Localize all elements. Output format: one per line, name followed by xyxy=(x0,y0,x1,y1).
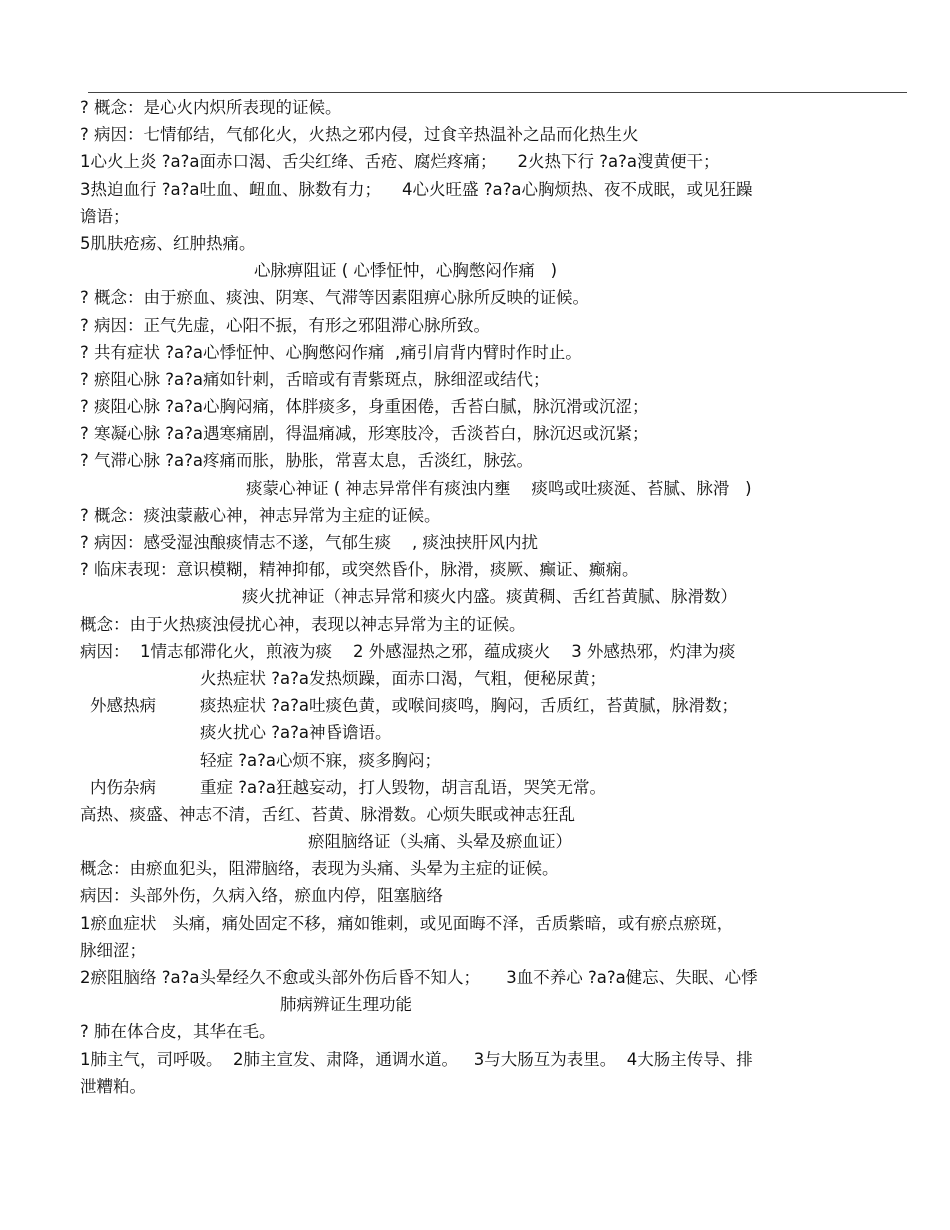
row-text: 痰火扰心 ?a?a神昏谵语。 xyxy=(200,723,392,743)
top-rule xyxy=(88,92,907,93)
row-label xyxy=(80,665,200,692)
lung-functions-1: 1肺主气，司呼吸。 2肺主宣发、肃降，通调水道。 3与大肠互为表里。 4大肠主传导、排 xyxy=(80,1049,753,1069)
symptom-line-3: 谵语； xyxy=(80,206,130,226)
concept-brain-stasis: 概念：由瘀血犯头，阻滞脑络，表现为头痛、头晕为主症的证候。 xyxy=(80,859,559,879)
row-label: 内伤杂病 xyxy=(90,777,156,797)
cause-heart-fire: ? 病因：七情郁结，气郁化火，火热之邪内侵，过食辛热温补之品而化热生火 xyxy=(80,125,639,145)
section-heading-lung: 肺病辨证生理功能 xyxy=(280,995,412,1015)
row-label: 外感热病 xyxy=(90,696,156,716)
summary-phlegm-fire: 高热、痰盛、神志不清，舌红、苔黄、脉滑数。心烦失眠或神志狂乱 xyxy=(80,804,575,824)
row-text: 轻症 ?a?a心烦不寐，痰多胸闷； xyxy=(200,750,441,770)
row-text: 火热症状 ?a?a发热烦躁，面赤口渴，气粗，便秘尿黄； xyxy=(200,668,606,688)
table-row xyxy=(80,774,910,801)
symptom-line-1: 1心火上炎 ?a?a面赤口渴、舌尖红绛、舌疮、腐烂疼痛； 2火热下行 ?a?a溲黄便干； xyxy=(80,152,720,172)
symptom-line-2: 3热迫血行 ?a?a吐血、衄血、脉数有力； 4心火旺盛 ?a?a心胸烦热、夜不成眠，或见狂躁 xyxy=(80,179,753,199)
row-text: 痰热症状 ?a?a吐痰色黄，或喉间痰鸣，胸闷，舌质红，苔黄腻，脉滑数； xyxy=(200,696,738,716)
table-row xyxy=(80,747,910,774)
common-symptoms: ? 共有症状 ?a?a心悸怔忡、心胸憋闷作痛 ,痛引肩背内臂时作时止。 xyxy=(80,342,582,362)
cold-type: ? 寒凝心脉 ?a?a遇寒痛剧，得温痛减，形寒肢冷，舌淡苔白，脉沉迟或沉紧； xyxy=(80,424,649,444)
row-label xyxy=(80,747,200,774)
table-row xyxy=(80,692,910,719)
qi-stagnation-type: ? 气滞心脉 ?a?a疼痛而胀，胁胀，常喜太息，舌淡红，脉弦。 xyxy=(80,451,533,471)
cause-phlegm-mind: ? 病因：感受湿浊酿痰情志不遂，气郁生痰 , 痰浊挟肝风内扰 xyxy=(80,533,538,552)
row-text: 重症 ?a?a狂越妄动，打人毁物，胡言乱语，哭笑无常。 xyxy=(200,777,606,797)
section-heading-phlegm-fire: 痰火扰神证（神志异常和痰火内盛。痰黄稠、舌红苔黄腻、脉滑数） xyxy=(242,587,737,607)
row-label xyxy=(80,719,200,746)
concept-heart-vessel: ? 概念：由于瘀血、痰浊、阴寒、气滞等因素阻痹心脉所反映的证候。 xyxy=(80,288,590,308)
phlegm-type: ? 痰阻心脉 ?a?a心胸闷痛，体胖痰多，身重困倦，舌苔白腻，脉沉滑或沉涩； xyxy=(80,397,649,417)
concept-phlegm-mind: ? 概念：痰浊蒙蔽心神，神志异常为主症的证候。 xyxy=(80,505,441,525)
lung-functions-2: 泄糟粕。 xyxy=(80,1076,146,1096)
concept-phlegm-fire: 概念：由于火热痰浊侵扰心神，表现以神志异常为主的证候。 xyxy=(80,614,526,634)
document-page xyxy=(80,94,910,1100)
lung-skin-hair: ? 肺在体合皮，其华在毛。 xyxy=(80,1022,276,1042)
table-row xyxy=(80,665,910,692)
cause-brain-stasis: 病因：头部外伤，久病入络，瘀血内停，阻塞脑络 xyxy=(80,886,443,906)
blood-stasis-type: ? 瘀阻心脉 ?a?a痛如针刺，舌暗或有青紫斑点，脉细涩或结代； xyxy=(80,369,550,389)
cause-heart-vessel: ? 病因：正气先虚，心阳不振，有形之邪阻滞心脉所致。 xyxy=(80,315,491,335)
cause-phlegm-fire: 病因： 1情志郁滞化火，煎液为痰 2 外感湿热之邪，蕴成痰火 3 外感热邪，灼津为痰 xyxy=(80,641,736,661)
symptom-brain-1: 1瘀血症状 头痛，痛处固定不移，痛如锥刺，或见面晦不泽，舌质紫暗，或有瘀点瘀斑， xyxy=(80,913,734,933)
symptom-brain-2: 脉细涩； xyxy=(80,940,146,960)
section-heading-phlegm-mind: 痰蒙心神证 ( 神志异常伴有痰浊内壅 痰鸣或吐痰涎、苔腻、脉滑 ) xyxy=(246,478,752,498)
section-heading-heart-vessel: 心脉痹阻证 ( 心悸怔忡，心胸憋闷作痛 ) xyxy=(254,261,558,281)
symptom-brain-3: 2瘀阻脑络 ?a?a头晕经久不愈或头部外伤后昏不知人； 3血不养心 ?a?a健忘、失眠、心悸 xyxy=(80,968,758,987)
symptom-line-4: 5肌肤疮疡、红肿热痛。 xyxy=(80,233,256,253)
concept-heart-fire: ? 概念：是心火内炽所表现的证候。 xyxy=(80,98,342,117)
table-row xyxy=(80,719,910,746)
section-heading-brain-stasis: 瘀阻脑络证（头痛、头晕及瘀血证） xyxy=(308,832,572,852)
clinical-phlegm-mind: ? 临床表现：意识模糊，精神抑郁，或突然昏仆，脉滑，痰厥、癫证、癫痫。 xyxy=(80,560,639,580)
